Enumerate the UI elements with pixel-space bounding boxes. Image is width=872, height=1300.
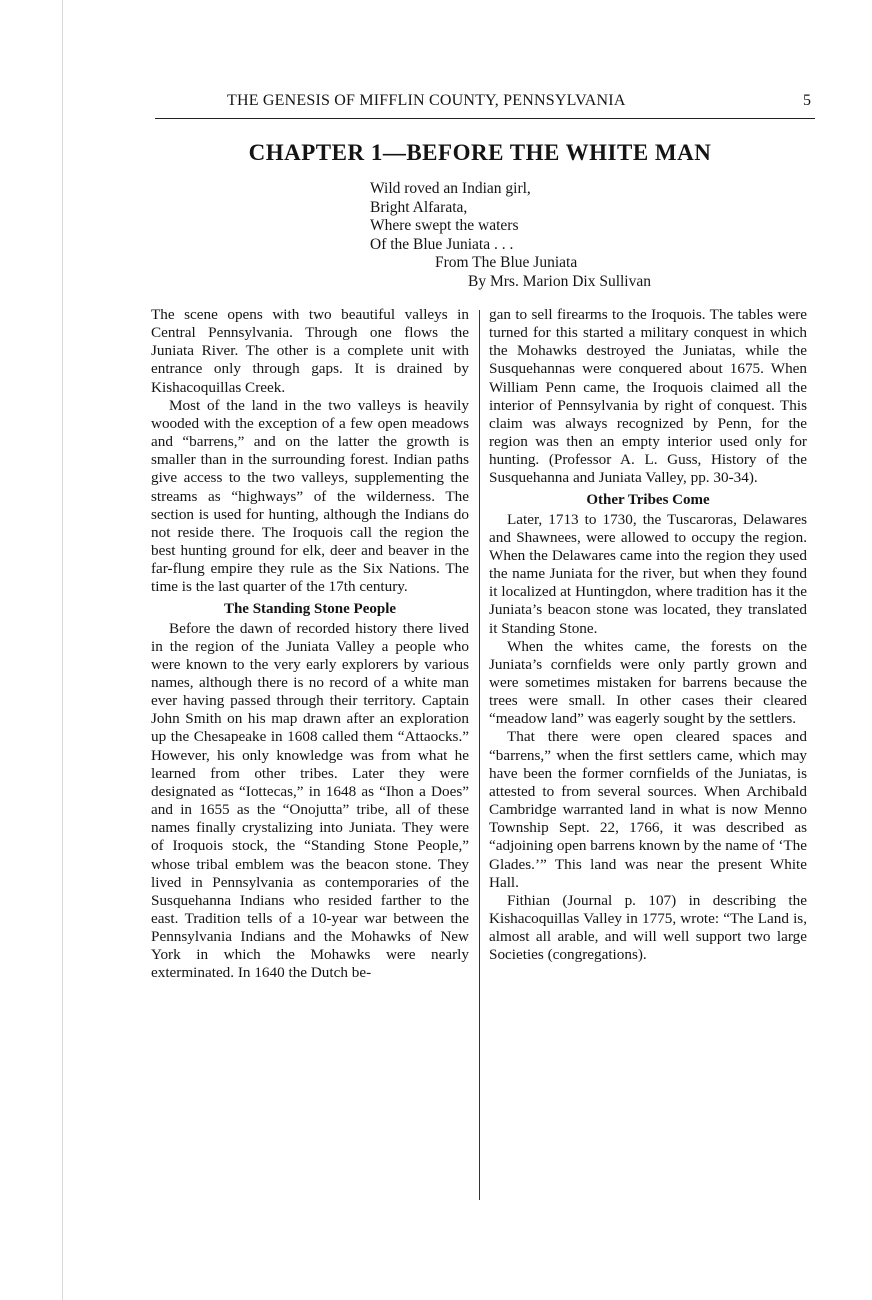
paragraph: Before the dawn of recorded history there lived in the region of the Juniata Valley a people who were known to the very early explorers by various names, although there is no record of a white man ever having passed through their territory. Captain John Smith on his map drawn after an exploration up the Chesapeake in 1608 called them “Attaocks.” However, his only knowledge was from what he learned from other tribes. Later they were designated as “Iottecas,” in 1648 as “Ihon a Does” and in 1655 as the “Onojutta” tribe, all of these names finally crystalizing into Juniata. They were of Iroquois stock, the “Standing Stone People,” whose tribal emblem was the beacon stone. They lived in Pennsylvania as contemporaries of the Susquehanna Indians who resided farther to the east. Tradition tells of a 10-year war between the Pennsylvania Indians and the Mohawks of New York in which the Mohawks were nearly exterminated. In 1640 the Dutch be- <box>151 619 469 982</box>
epigraph-line: Of the Blue Juniata . . . <box>370 235 514 253</box>
paragraph: When the whites came, the forests on the Juniata’s cornfields were only partly grown and were sometimes mistaken for barrens because the trees were small. In other cases their cleared “meadow land” was eagerly sought by the settlers. <box>489 637 807 728</box>
epigraph-source: From The Blue Juniata <box>435 254 578 271</box>
section-heading: The Standing Stone People <box>223 600 397 617</box>
right-column <box>489 306 807 1202</box>
page-number: 5 <box>803 92 811 109</box>
epigraph-line: Where swept the waters <box>370 217 519 234</box>
running-title: THE GENESIS OF MIFFLIN COUNTY, PENNSYLVANIA <box>227 92 626 109</box>
paragraph: Fithian (Journal p. 107) in describing the Kishacoquillas Valley in 1775, wrote: “The Land is, almost all arable, and will well support two large Societies (congregations). <box>489 891 807 964</box>
left-column <box>151 306 469 1202</box>
epigraph-line: Bright Alfarata, <box>370 198 468 216</box>
epigraph <box>370 180 730 291</box>
chapter-title: CHAPTER 1—BEFORE THE WHITE MAN <box>248 140 712 165</box>
page-edge-line <box>62 0 63 1300</box>
column-divider <box>479 310 480 1200</box>
running-header <box>155 92 815 119</box>
paragraph: Later, 1713 to 1730, the Tuscaroras, Delawares and Shawnees, were allowed to occupy the region. When the Delawares came into the region they used the name Juniata for the river, but when they found it localized at Huntingdon, where tradition has it the Juniata’s beacon stone was located, they translated it Standing Stone. <box>489 510 807 637</box>
paragraph: The scene opens with two beautiful valleys in Central Pennsylvania. Through one flows the Juniata River. The other is a complete unit with entrance only through gaps. It is drained by Kishacoquillas Creek. <box>151 306 469 396</box>
epigraph-author: By Mrs. Marion Dix Sullivan <box>468 272 651 290</box>
paragraph: That there were open cleared spaces and “barrens,” when the first settlers came, which may have been the former cornfields of the Juniatas, is attested to from several sources. When Archibald Cambridge warranted land in what is now Menno Township Sept. 22, 1766, it was described as “adjoining open barrens known by the name of ‘The Glades.’” This land was near the present White Hall. <box>489 728 807 891</box>
paragraph: Most of the land in the two valleys is heavily wooded with the exception of a few open meadows and “barrens,” and on the latter the growth is smaller than in the surrounding forest. Indian paths give access to the two valleys, supplementing the streams as “highways” of the wilderness. The section is used for hunting, although the Indians do not reside there. The Iroquois call the region the best hunting ground for elk, deer and beaver in the far-flung empire they rule as the Six Nations. The time is the last quarter of the 17th century. <box>151 396 469 596</box>
paragraph: gan to sell firearms to the Iroquois. The tables were turned for this started a military conquest in which the Mohawks destroyed the Juniatas, while the Susquehannas were conquered about 1675. When William Penn came, the Iroquois claimed all the interior of Pennsylvania by right of conquest. This claim was always recognized by Penn, for the region was then an empty interior used only for hunting. (Professor A. L. Guss, History of the Susquehanna and Juniata Valley, pp. 30-34). <box>489 306 807 487</box>
section-heading: Other Tribes Come <box>586 491 710 508</box>
epigraph-line: Wild roved an Indian girl, <box>370 180 531 197</box>
